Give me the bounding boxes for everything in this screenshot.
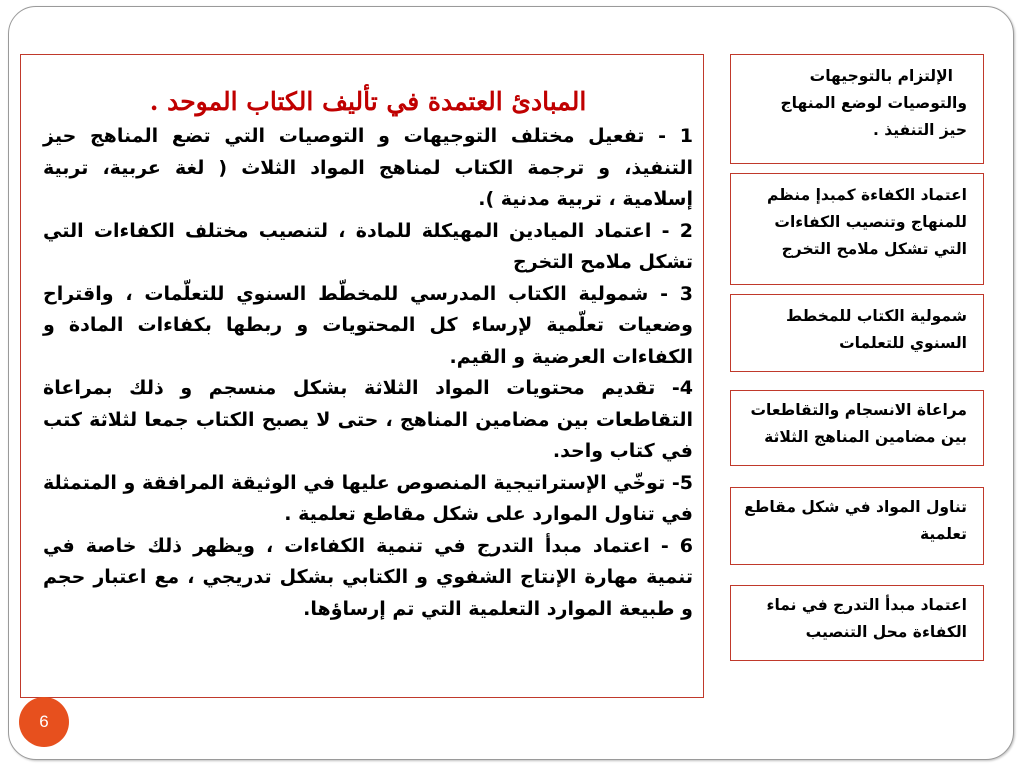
summary-line: الإلتزام بالتوجيهات (809, 67, 953, 85)
summary-box-learning-segments (730, 487, 984, 565)
summary-line: حيز التنفيذ . (872, 121, 967, 139)
summary-box-guidelines (730, 54, 984, 164)
summary-box-comprehensiveness (730, 294, 984, 372)
principle-3: 3 - شمولية الكتاب المدرسي للمخطّط السنوي للتعلّمات ، واقتراح وضعيات تعلّمية لإرساء كل المحتويات و ربطها بكفاءات المادة و الكفاءات العرضية و القيم. (43, 282, 693, 368)
summary-line: والتوصيات لوضع المنهاج (780, 94, 967, 112)
summary-line: تناول المواد في شكل مقاطع (744, 498, 967, 516)
summary-line: اعتماد الكفاءة كمبدإ منظم (767, 186, 967, 204)
summary-box-gradualism (730, 585, 984, 661)
page-number-badge: 6 (19, 697, 69, 747)
summary-line: تعلمية (919, 525, 967, 543)
summary-line: للمنهاج وتنصيب الكفاءات (774, 213, 967, 231)
principle-6: 6 - اعتماد مبدأ التدرج في تنمية الكفاءات ، ويظهر ذلك خاصة في تنمية مهارة الإنتاج الشفوي و الكتابي بشكل تدريجي ، مع اعتبار حجم و طبيعة الموارد التعلمية التي تم إرساؤها. (43, 534, 693, 620)
summary-line: التي تشكل ملامح التخرج (781, 240, 967, 258)
principle-1: 1 - تفعيل مختلف التوجيهات و التوصيات التي تضع المناهج حيز التنفيذ، و ترجمة الكتاب لمناهج المواد الثلاث ( لغة عربية، تربية إسلامية ، تربية مدنية ). (43, 125, 693, 210)
principle-5: 5- توخّي الإستراتيجية المنصوص عليها في الوثيقة المرافقة و المتمثلة في تناول الموارد على شكل مقاطع تعلمية . (43, 471, 693, 525)
principle-4: 4- تقديم محتويات المواد الثلاثة بشكل منسجم و ذلك بمراعاة التقاطعات بين مضامين المناهج ، حتى لا يصبح الكتاب جمعا لثلاثة كتب في كتاب واحد. (43, 377, 693, 462)
summary-line: مراعاة الانسجام والتقاطعات (750, 401, 967, 419)
summary-line: اعتماد مبدأ التدرج في نماء (766, 596, 967, 614)
page-title: المبادئ العتمدة في تأليف الكتاب الموحد . (149, 87, 587, 116)
summary-line: السنوي للتعلمات (839, 334, 967, 352)
summary-box-competency (730, 173, 984, 285)
summary-box-coherence (730, 390, 984, 466)
summary-line: الكفاءة محل التنصيب (805, 623, 967, 641)
summary-line: شمولية الكتاب للمخطط (786, 307, 967, 325)
principles-panel (20, 54, 704, 698)
principle-2: 2 - اعتماد الميادين المهيكلة للمادة ، لتنصيب مختلف الكفاءات التي تشكل ملامح التخرج (43, 219, 693, 273)
summary-line: بين مضامين المناهج الثلاثة (764, 428, 967, 446)
